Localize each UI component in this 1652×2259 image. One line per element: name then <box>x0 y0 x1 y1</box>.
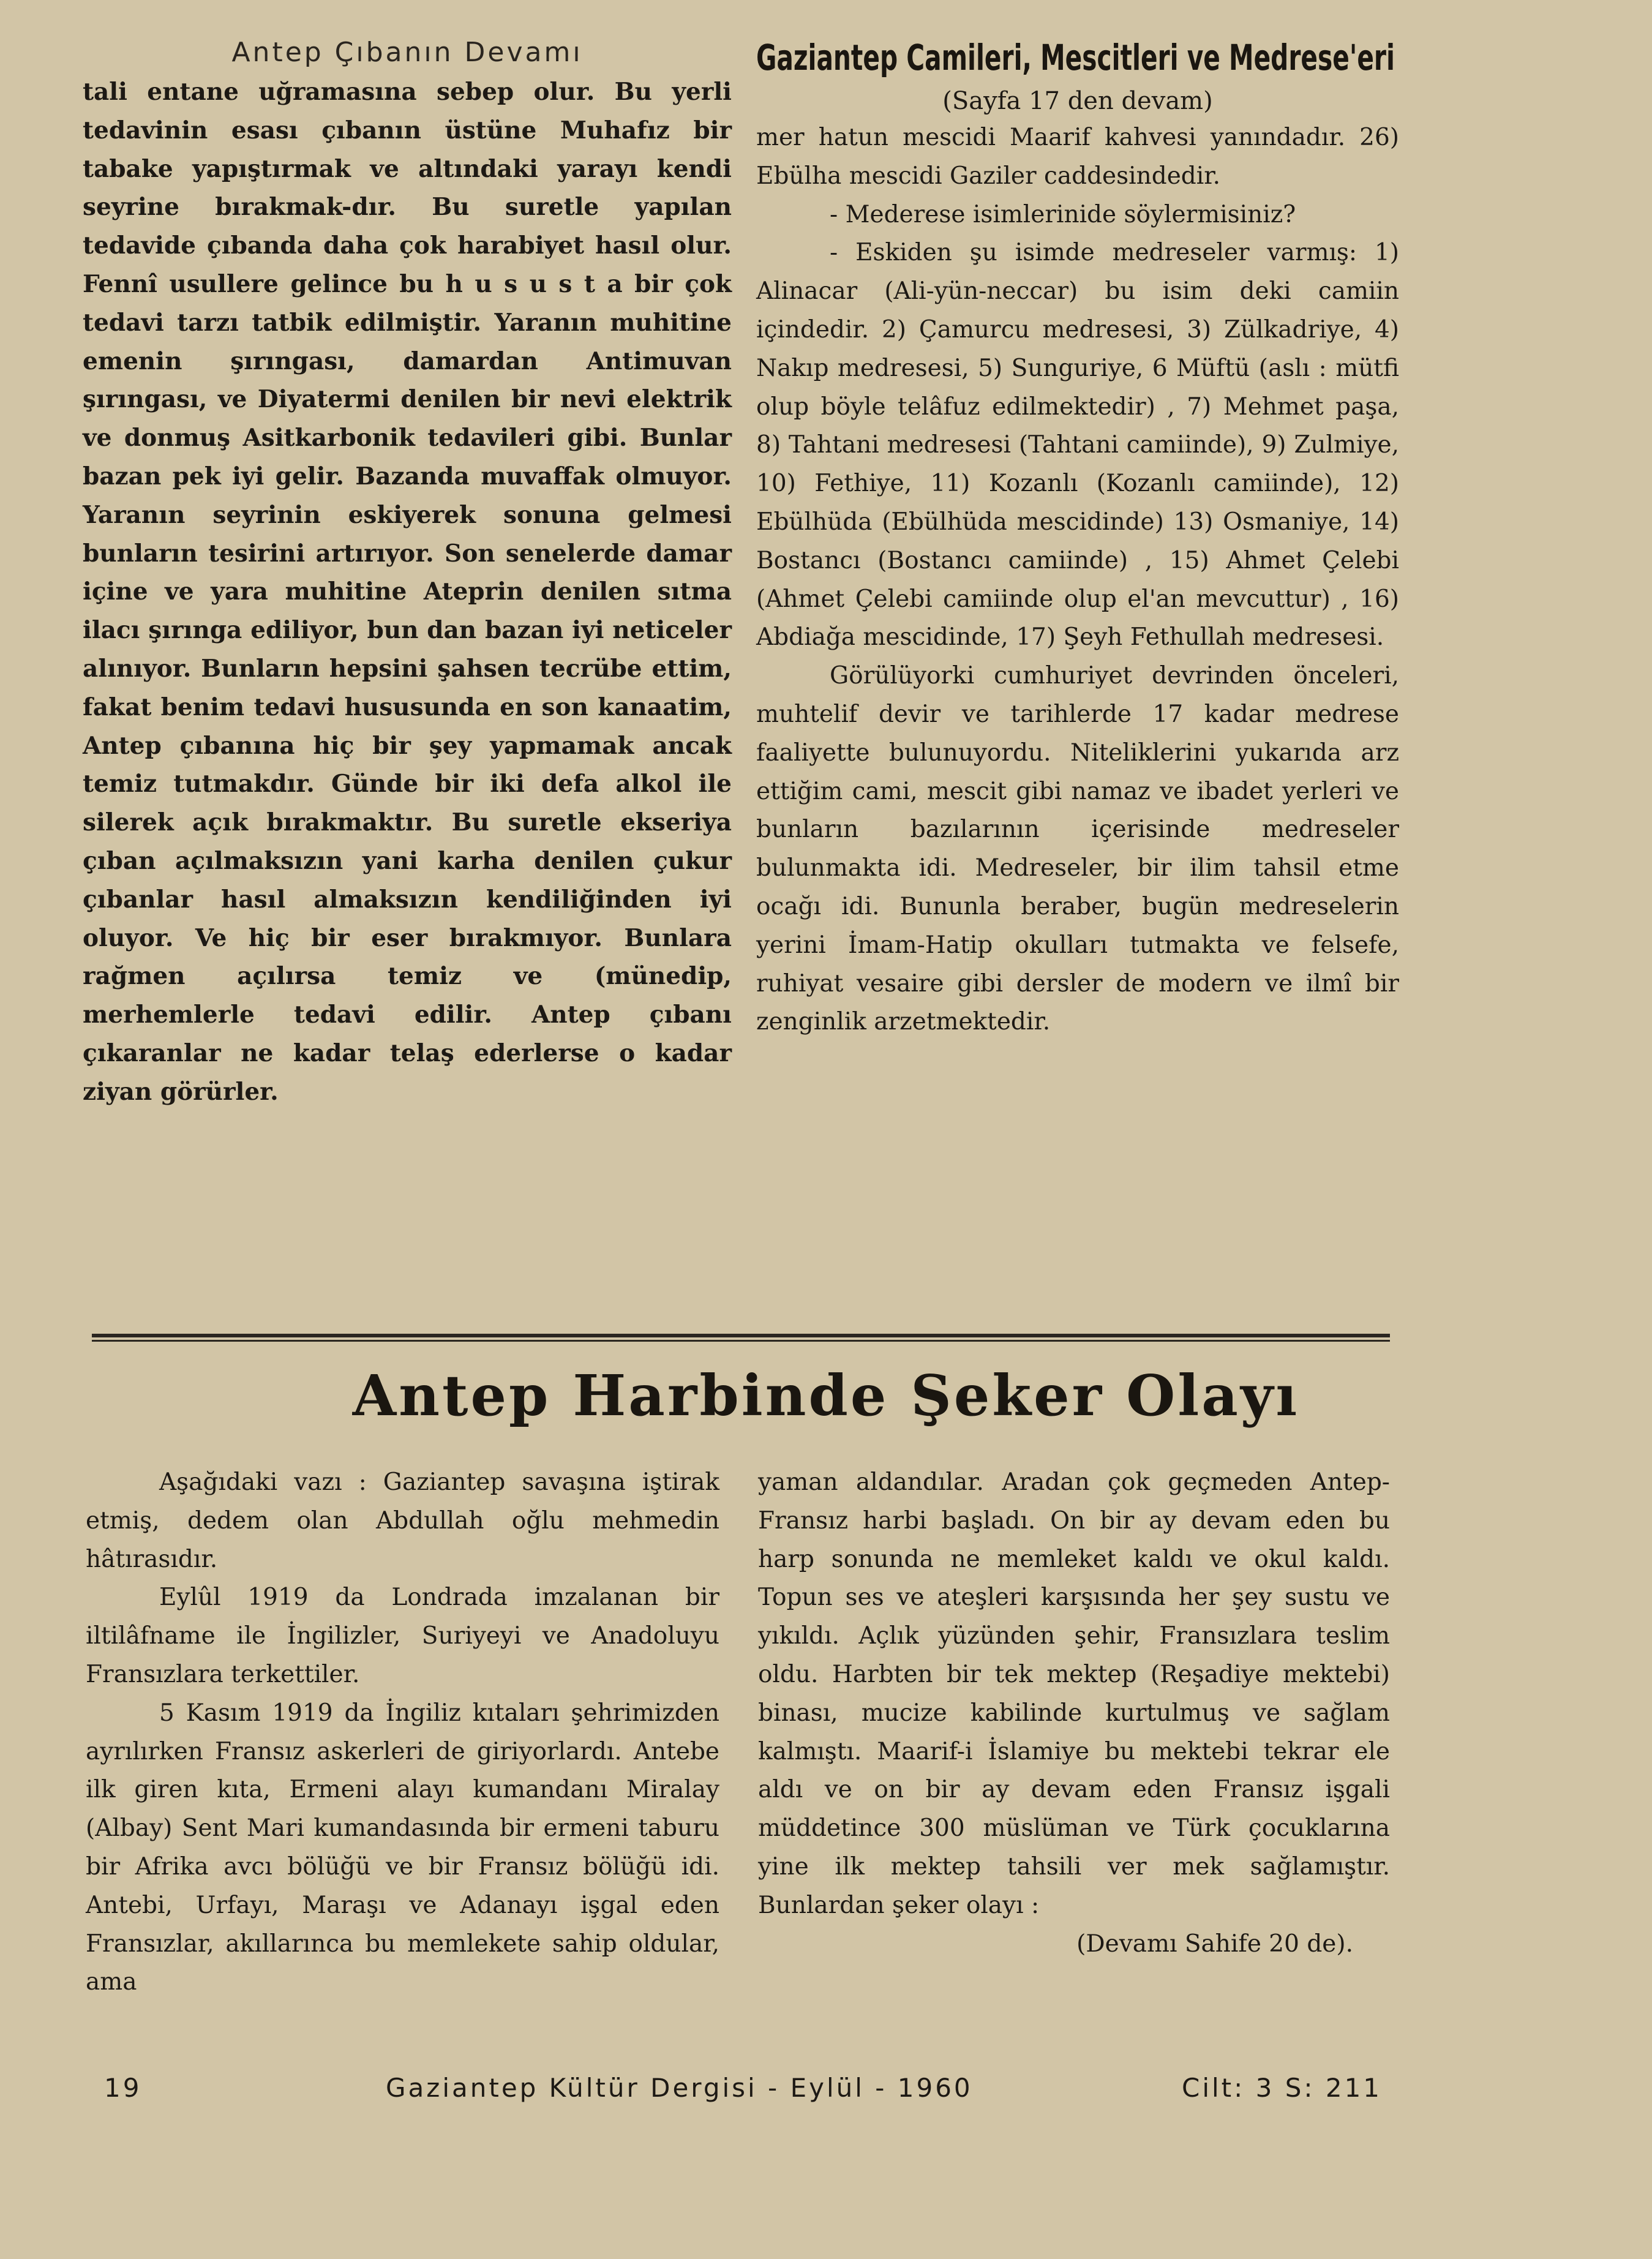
right-column-subheading: (Sayfa 17 den devam) <box>942 87 1213 115</box>
right-column-paragraph-3: - Eskiden şu isimde medreseler varmış: 1) Alinacar (Ali-yün-neccar) bu isim deki camiin içindedir. 2) Çamurcu medresesi, 3) Zülkadriye, 4) Nakıp medresesi, 5) Sunguriye, 6 Müftü (aslı : mütfi olup böyle telâfuz edilmektedir) , 7) Mehmet paşa, 8) Tahtani medresesi (Tahtani camiinde), 9) Zulmiye, 10) Fethiye, 11) Kozanlı (Kozanlı camiinde), 12) Ebülhüda (Ebülhüda mescidinde) 13) Osmaniye, 14) Bostancı (Bostancı camiinde) , 15) Ahmet Çelebi (Ahmet Çelebi camiinde olup el'an mevcuttur) , 16) Abdiağa mescidinde, 17) Şeyh Fethullah medresesi. <box>756 239 1399 652</box>
article-paragraph-3: 5 Kasım 1919 da İngiliz kıtaları şehrimizden ayrılırken Fransız askerleri de giriyorlardı. Antebe ilk giren kıta, Ermeni alayı kumandanı Miralay (Albay) Sent Mari kumandasında bir ermeni taburu bir Afrika avcı bölüğü ve bir Fransız bölüğü idi. Antebi, Urfayı, Maraşı ve Adanayı işgal eden Fransızlar, akıllarınca bu memlekete sahip oldular, ama <box>86 1699 719 1996</box>
right-column-paragraph-2: - Mederese isimlerinide söylermisiniz? <box>830 200 1296 228</box>
volume-info: Cilt: 3 S: 211 <box>1182 2073 1383 2103</box>
section-divider <box>92 1334 1390 1337</box>
section-divider-thin <box>92 1340 1390 1342</box>
page-footer <box>104 2073 1390 2103</box>
page-number: 19 <box>104 2073 142 2103</box>
article-left-column <box>86 1464 719 2002</box>
article-paragraph-4: yaman aldandılar. Aradan çok geçmeden Antep-Fransız harbi başladı. On bir ay devam eden bu harp sonunda ne memleket kaldı ve okul kaldı. Topun ses ve ateşleri karşısında her şey sustu ve yıkıldı. Açlık yüzünden şehir, Fransızlara teslim oldu. Harbten bir tek mektep (Reşadiye mektebi) binası, mucize kabilinde kurtulmuş ve sağlam kalmıştı. Maarif-i İslamiye bu mektebi tekrar ele aldı ve on bir ay devam eden Fransız işgali müddetince 300 müslüman ve Türk çocuklarına yine ilk mektep tahsili ver mek sağlamıştır. Bunlardan şeker olayı : <box>758 1468 1390 1919</box>
right-column <box>756 37 1399 1042</box>
left-column <box>83 37 732 1111</box>
right-column-paragraph-1: mer hatun mescidi Maarif kahvesi yanındadır. 26) Ebülha mescidi Gaziler caddesindedir. <box>756 124 1399 190</box>
right-column-heading: Gaziantep Camileri, Mescitleri ve Medrese'eri <box>756 37 1395 78</box>
left-column-paragraph: tali entane uğramasına sebep olur. Bu yerli tedavinin esası çıbanın üstüne Muhafız bir tabake yapıştırmak ve altındaki yarayı kendi seyrine bırakmak-dır. Bu suretle yapılan tedavide çıbanda daha çok harabiyet hasıl olur. Fennî usullere gelince bu h u s u s t a bir çok tedavi tarzı tatbik edilmiştir. Yaranın muhitine emenin şırıngası, damardan Antimuvan şırıngası, ve Diyatermi denilen bir nevi elektrik ve donmuş Asitkarbonik tedavileri gibi. Bunlar bazan pek iyi gelir. Bazanda muvaffak olmuyor. Yaranın seyrinin eskiyerek sonuna gelmesi bunların tesirini artırıyor. Son senelerde damar içine ve yara muhitine Ateprin denilen sıtma ilacı şırınga ediliyor, bun dan bazan iyi neticeler alınıyor. Bunların hepsini şahsen tecrübe ettim, fakat benim tedavi hususunda en son kanaatim, Antep çıbanına hiç bir şey yapmamak ancak temiz tutmakdır. Günde bir iki defa alkol ile silerek açık bırakmaktır. Bu suretle ekseriya çıban açılmaksızın yani karha denilen çukur çıbanlar hasıl almaksızın kendiliğinden iyi oluyor. Ve hiç bir eser bırakmıyor. Bunlara rağmen açılırsa temiz ve (münedip, merhemlerle tedavi edilir. Antep çıbanı çıkaranlar ne kadar telaş ederlerse o kadar ziyan görürler. <box>83 78 732 1106</box>
article-title: Antep Harbinde Şeker Olayı <box>352 1363 1300 1429</box>
article-paragraph-1: Aşağıdaki vazı : Gaziantep savaşına iştirak etmiş, dedem olan Abdullah oğlu mehmedin hâtırasıdır. <box>86 1468 719 1573</box>
right-column-paragraph-4: Görülüyorki cumhuriyet devrinden önceleri, muhtelif devir ve tarihlerde 17 kadar medrese faaliyette bulunuyordu. Niteliklerini yukarıda arz ettiğim cami, mescit gibi namaz ve ibadet yerleri ve bunların bazılarının içerisinde medreseler bulunmakta idi. Medreseler, bir ilim tahsil etme ocağı idi. Bununla beraber, bugün medreselerin yerini İmam-Hatip okulları tutmakta ve felsefe, ruhiyat vesaire gibi dersler de modern ve ilmî bir zenginlik arzetmektedir. <box>756 662 1399 1036</box>
article-paragraph-2: Eylûl 1919 da Londrada imzalanan bir iltilâfname ile İngilizler, Suriyeyi ve Anadoluyu Fransızlara terkettiler. <box>86 1584 719 1688</box>
journal-name: Gaziantep Kültür Dergisi - Eylül - 1960 <box>386 2073 973 2103</box>
running-head: Antep Çıbanın Devamı <box>231 37 583 68</box>
continued-note: (Devamı Sahife 20 de). <box>1076 1930 1353 1958</box>
article-right-column <box>758 1464 1390 1963</box>
